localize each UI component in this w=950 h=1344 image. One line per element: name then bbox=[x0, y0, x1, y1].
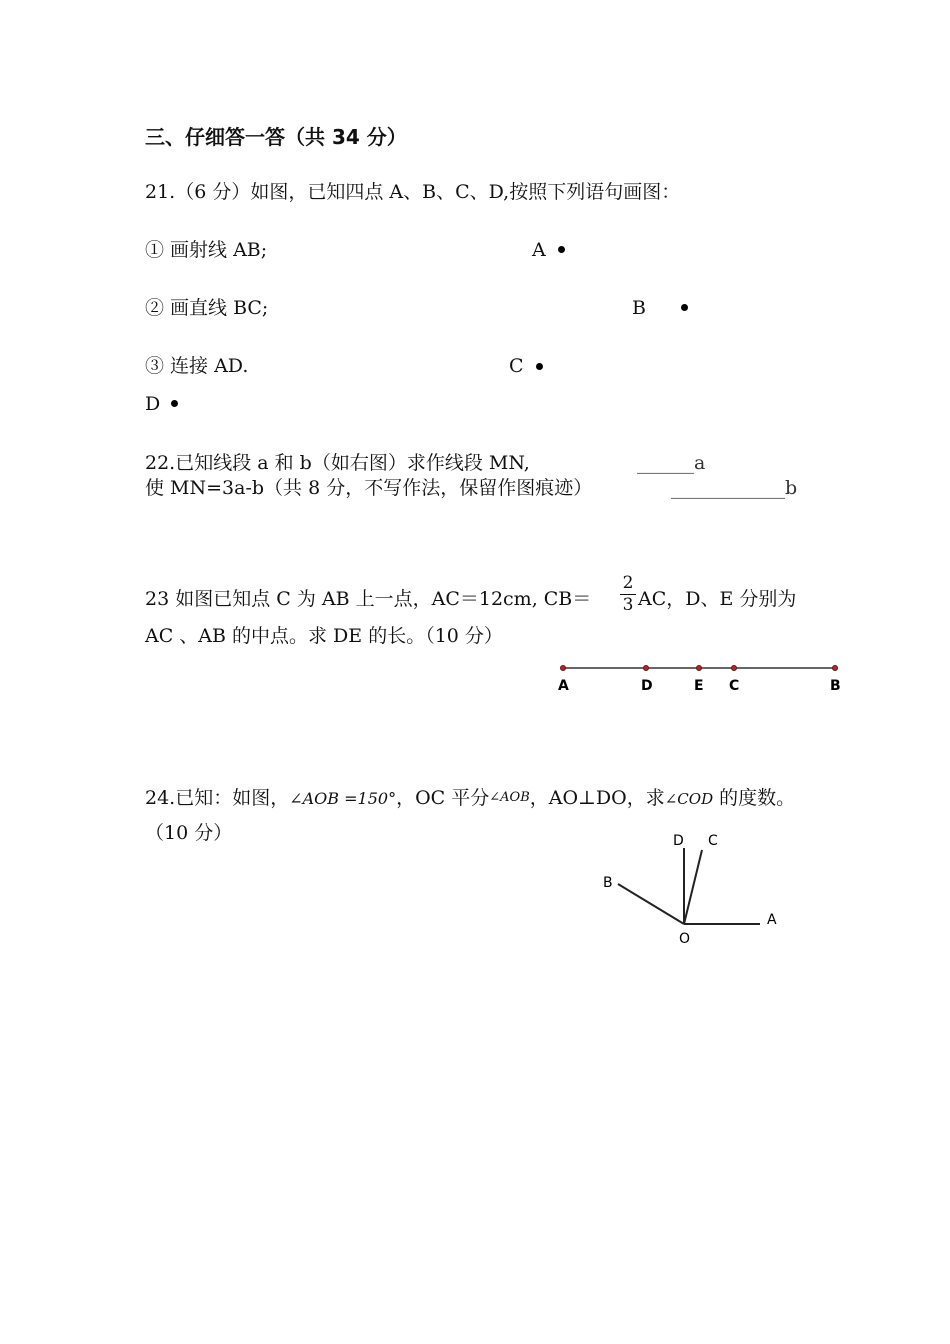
point-d-label: D bbox=[145, 393, 161, 415]
q21-header: 21.（6 分）如图，已知四点 A、B、C、D,按照下列语句画图： bbox=[145, 181, 681, 203]
label-b: B bbox=[603, 875, 613, 891]
segment-label-e: E bbox=[694, 678, 704, 694]
segment-a: ______a bbox=[637, 452, 706, 474]
point-c-label: C bbox=[509, 355, 524, 377]
segment-label-b: B bbox=[830, 678, 841, 694]
label-c: C bbox=[708, 833, 718, 849]
q23-line-1-pre: 23 如图已知点 C 为 AB 上一点，AC＝12cm, CB＝ bbox=[145, 588, 592, 610]
segment-point-c bbox=[731, 665, 736, 670]
segment-label-d: D bbox=[641, 678, 653, 694]
angle-figure bbox=[595, 825, 795, 950]
q21-item-1: ① 画射线 AB; bbox=[145, 239, 268, 261]
q24-score: （10 分） bbox=[145, 822, 233, 844]
point-b-dot bbox=[681, 304, 688, 311]
segment-b: ____________b bbox=[671, 477, 798, 499]
point-d-dot bbox=[171, 400, 178, 407]
segment-label-c: C bbox=[729, 678, 740, 694]
fraction-numerator: 2 bbox=[622, 573, 634, 593]
section-title: 三、仔细答一答（共 34 分） bbox=[145, 125, 407, 149]
label-d: D bbox=[673, 833, 684, 849]
q22-line-2: 使 MN=3a-b（共 8 分，不写作法，保留作图痕迹） bbox=[145, 477, 593, 499]
point-a-dot bbox=[558, 246, 565, 253]
q24-mid2: ，AO⊥DO，求 bbox=[529, 787, 665, 809]
ray-oc bbox=[684, 850, 702, 924]
q24-post: 的度数。 bbox=[713, 787, 796, 809]
label-o: O bbox=[679, 931, 691, 947]
q21-item-2: ② 画直线 BC; bbox=[145, 297, 269, 319]
q23-line-2: AC 、AB 的中点。求 DE 的长。（10 分） bbox=[145, 625, 503, 647]
angle-aob: ∠AOB bbox=[489, 790, 530, 805]
q21-item-3: ③ 连接 AD. bbox=[145, 355, 249, 377]
fraction-denominator: 3 bbox=[622, 594, 634, 615]
q24-line-1 bbox=[145, 787, 795, 810]
q24-pre: 24.已知：如图， bbox=[145, 787, 290, 809]
fraction-two-thirds bbox=[620, 574, 636, 614]
angle-aob-150: ∠AOB =150° bbox=[289, 789, 397, 808]
segment-ab-figure bbox=[550, 656, 860, 700]
segment-label-a: A bbox=[558, 678, 569, 694]
point-c-dot bbox=[536, 363, 543, 370]
q23-line-1-post: AC，D、E 分别为 bbox=[638, 588, 797, 610]
label-a: A bbox=[767, 912, 777, 928]
segment-point-b bbox=[832, 665, 837, 670]
segment-point-a bbox=[560, 665, 565, 670]
segment-point-e bbox=[696, 665, 701, 670]
ray-ob bbox=[618, 884, 684, 924]
q24-mid: ，OC 平分 bbox=[396, 787, 490, 809]
q22-line-1: 22.已知线段 a 和 b（如右图）求作线段 MN, bbox=[145, 452, 530, 474]
segment-point-d bbox=[643, 665, 648, 670]
point-b-label: B bbox=[632, 297, 646, 319]
point-a-label: A bbox=[532, 239, 546, 261]
angle-cod: ∠COD bbox=[664, 790, 714, 808]
